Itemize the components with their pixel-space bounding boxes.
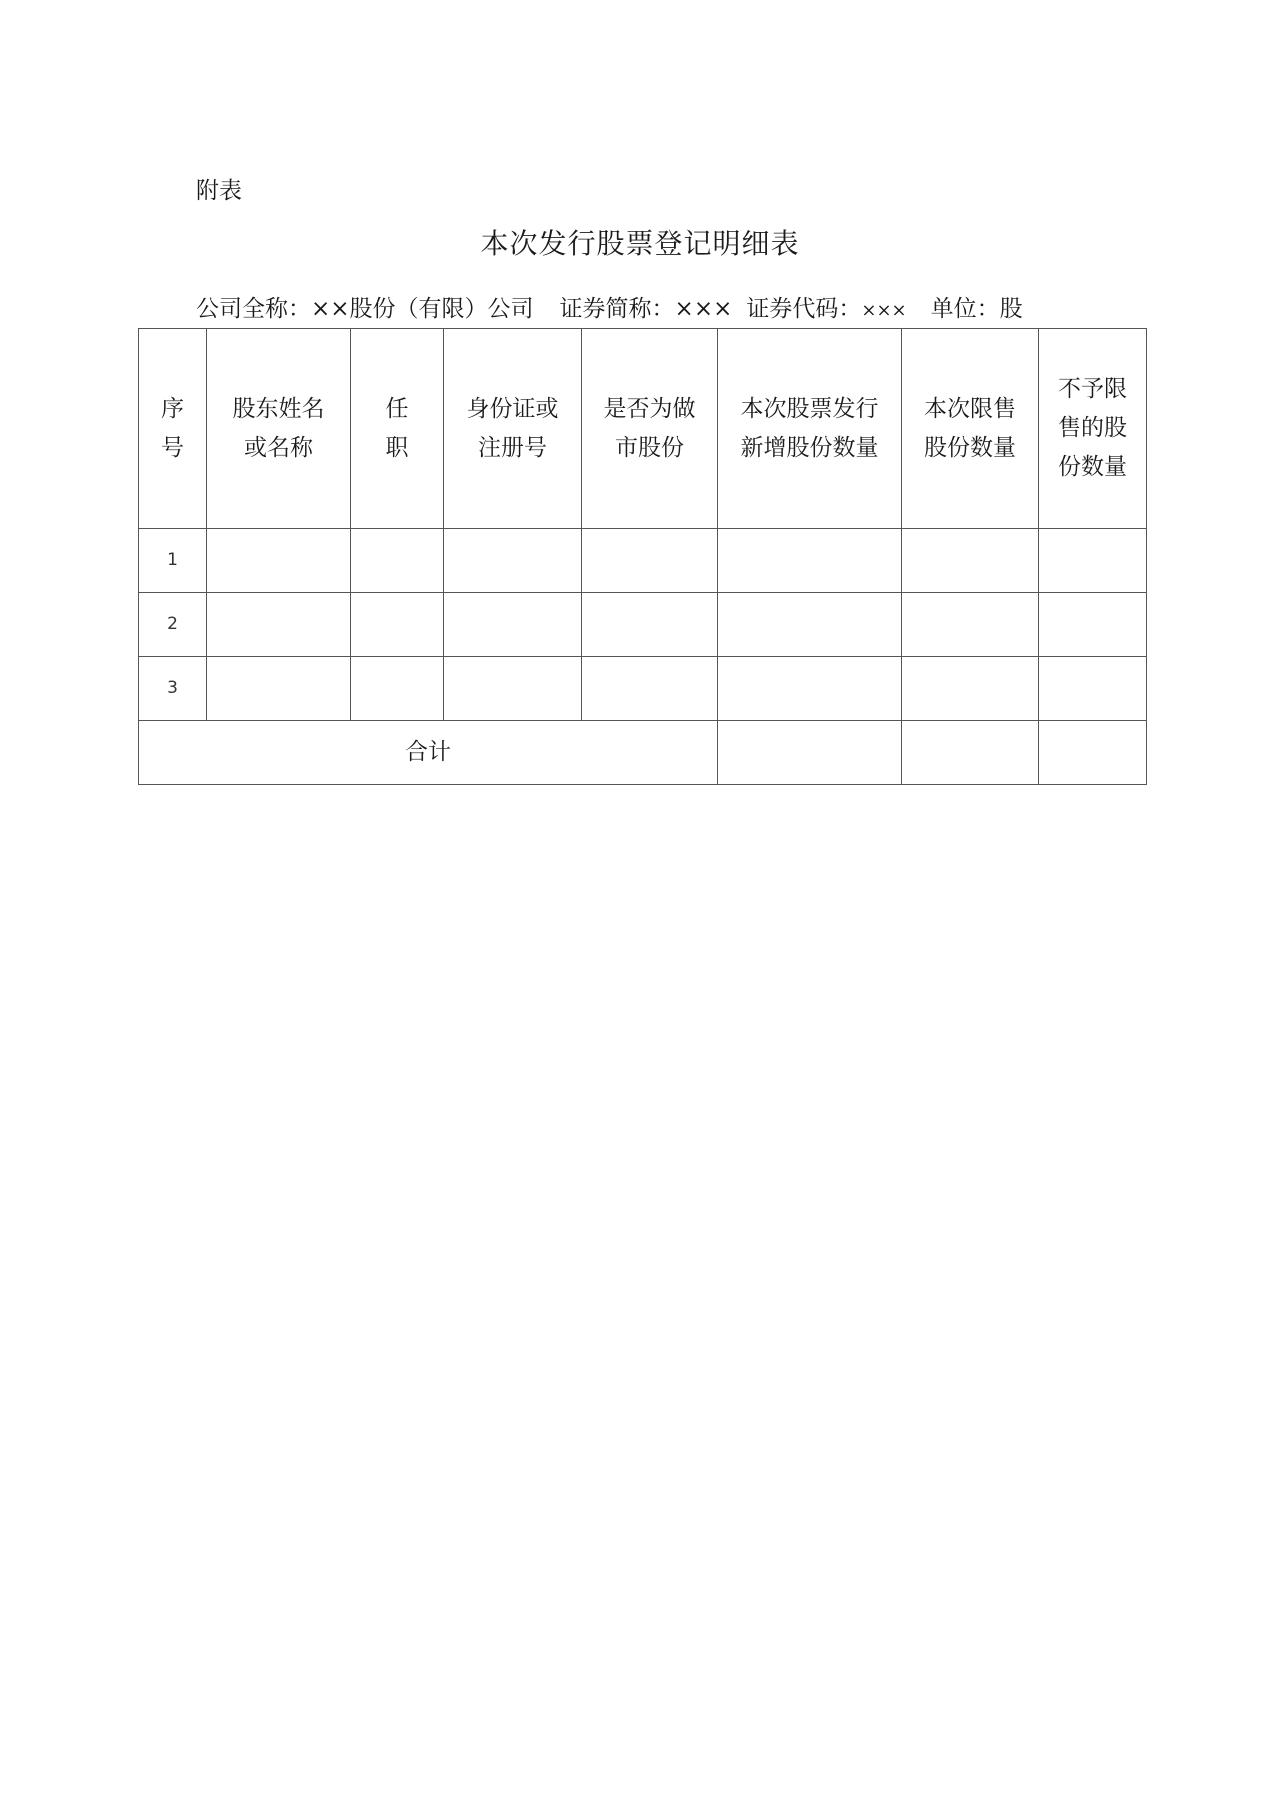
table-cell [902,529,1039,593]
company-name-value: ××股份（有限）公司 [311,296,534,322]
header-position: 任职 [351,329,444,529]
table-row [139,593,1147,657]
table-cell [444,657,582,721]
registration-table [138,328,1147,785]
table-cell [444,529,582,593]
table-cell [1039,593,1147,657]
table-cell [351,657,444,721]
header-restricted-shares: 本次限售股份数量 [902,329,1039,529]
table-total-row [139,721,1147,785]
table-header-row [139,329,1147,529]
security-code-value: ××× [861,300,907,321]
header-shareholder-name: 股东姓名或名称 [207,329,351,529]
total-label: 合计 [139,721,718,785]
table-cell [902,593,1039,657]
table-cell [582,593,718,657]
total-new-shares-cell [718,721,902,785]
table-cell [718,593,902,657]
security-abbr-label: 证券简称： [559,296,675,322]
row-seq: 3 [139,657,207,721]
header-market-making: 是否为做市股份 [582,329,718,529]
unit-value: 股 [999,296,1023,322]
table-cell [718,657,902,721]
company-info-line [196,294,1023,326]
company-name-label: 公司全称： [196,296,311,322]
appendix-label: 附表 [196,178,242,204]
table-row [139,657,1147,721]
total-unrestricted-cell [1039,721,1147,785]
table-cell [902,657,1039,721]
row-seq: 1 [139,529,207,593]
unit-label: 单位： [930,296,1000,322]
header-id-number: 身份证或注册号 [444,329,582,529]
table-cell [582,657,718,721]
table-cell [444,593,582,657]
header-seq: 序号 [139,329,207,529]
security-abbr-value: ××× [674,296,733,322]
table-row [139,529,1147,593]
total-restricted-cell [902,721,1039,785]
table-cell [582,529,718,593]
table-cell [207,657,351,721]
table-cell [718,529,902,593]
table-cell [207,529,351,593]
header-new-shares: 本次股票发行新增股份数量 [718,329,902,529]
table-cell [1039,657,1147,721]
table-cell [351,529,444,593]
table-cell [351,593,444,657]
header-unrestricted-shares: 不予限售的股份数量 [1039,329,1147,529]
document-title: 本次发行股票登记明细表 [480,227,800,260]
row-seq: 2 [139,593,207,657]
table-cell [1039,529,1147,593]
table-cell [207,593,351,657]
security-code-label: 证券代码： [746,296,862,322]
